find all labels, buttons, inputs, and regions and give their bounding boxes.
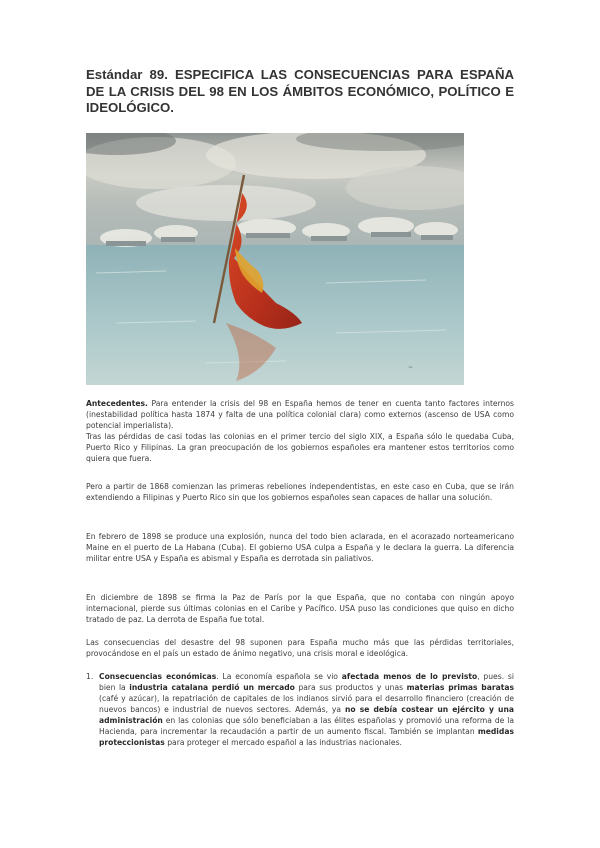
bold-term: no se debía costear un ejército y una administración (99, 705, 514, 726)
antecedentes-text: Para entender la crisis del 98 en España hemos de tener en cuenta tanto factores internos (inestabilidad política hasta 1874 y falta de una política colonial clara) como externos (ascenso de USA como potencial imperialista). (86, 399, 514, 431)
paragraph-consecuencias: Las consecuencias del desastre del 98 suponen para España mucho más que las pérdidas territoriales, provocándose en el país un estado de ánimo negativo, una crisis moral e ideológica. (86, 638, 514, 659)
bold-term: materias primas baratas (406, 683, 515, 693)
cloud (136, 185, 316, 221)
list-text: (café y azúcar), la repatriación de capitales de los indianos sirvió para el desarrollo financiero (creación de nuevos bancos) e industrial de nuevos sectores. Además, ya (99, 694, 514, 715)
paragraph-maine: En febrero de 1898 se produce una explosión, nunca del todo bien aclarada, en el acorazado norteamericano Maine en el puerto de La Habana (Cuba). El gobierno USA culpa a España y le declara la guerra. La diferencia militar entre USA y España es abismal y España es derrotada sin paliativos. (86, 532, 514, 564)
bold-term: Consecuencias económicas (99, 672, 217, 681)
bold-term: afectada menos de lo previsto (341, 672, 478, 681)
paragraph-rebeliones: Pero a partir de 1868 comienzan las primeras rebeliones independentistas, en este caso en Cuba, que se irán extendiendo a Filipinas y Puerto Rico sin que los gobiernos españoles sean capaces de hallar una solución. (86, 482, 514, 503)
antecedentes-text-2: Tras las pérdidas de casi todas las colonias en el primer tercio del siglo XIX, a España sólo le quedaba Cuba, Puerto Rico y Filipinas. La gran preocupación de los gobiernos españoles era mantener estos territorios como quiera que fuera. (86, 432, 514, 464)
list-number: 1. (86, 672, 94, 681)
painting-svg (86, 133, 464, 385)
antecedentes-label: Antecedentes. (86, 399, 148, 408)
consequences-list (86, 671, 514, 748)
list-item-economicas (99, 671, 514, 748)
list-text: para proteger el mercado español a las industrias nacionales. (164, 738, 402, 748)
list-text: en las colonias que sólo beneficiaban a las élites españolas y promovió una reforma de la Hacienda, para incrementar la recaudación a partir de un aumento fiscal. También se implantan (99, 716, 514, 737)
bold-term: medidas proteccionistas (99, 727, 514, 748)
list-text: , pues. si bien la (99, 672, 514, 693)
painter-signature: ~ (408, 364, 414, 371)
page-title: Estándar 89. ESPECIFICA LAS CONSECUENCIAS PARA ESPAÑA DE LA CRISIS DEL 98 EN LOS ÁMBITOS ECONÓMICO, POLÍTICO E IDEOLÓGICO. (86, 67, 514, 115)
list-text: . La economía española se vio (216, 672, 342, 681)
paragraph-paz-de-paris: En diciembre de 1898 se firma la Paz de París por la que España, que no contaba con ningún apoyo internacional, pierde sus últimas colonias en el Caribe y Pacífico. USA puso las condiciones que quiso en dicho tratado de paz. La derrota de España fue total. (86, 593, 514, 625)
antecedentes-paragraph (86, 398, 514, 464)
sinking-flag-painting (86, 133, 464, 385)
bold-term: industria catalana perdió un mercado (129, 683, 295, 693)
list-text: para sus productos y unas (294, 683, 407, 693)
